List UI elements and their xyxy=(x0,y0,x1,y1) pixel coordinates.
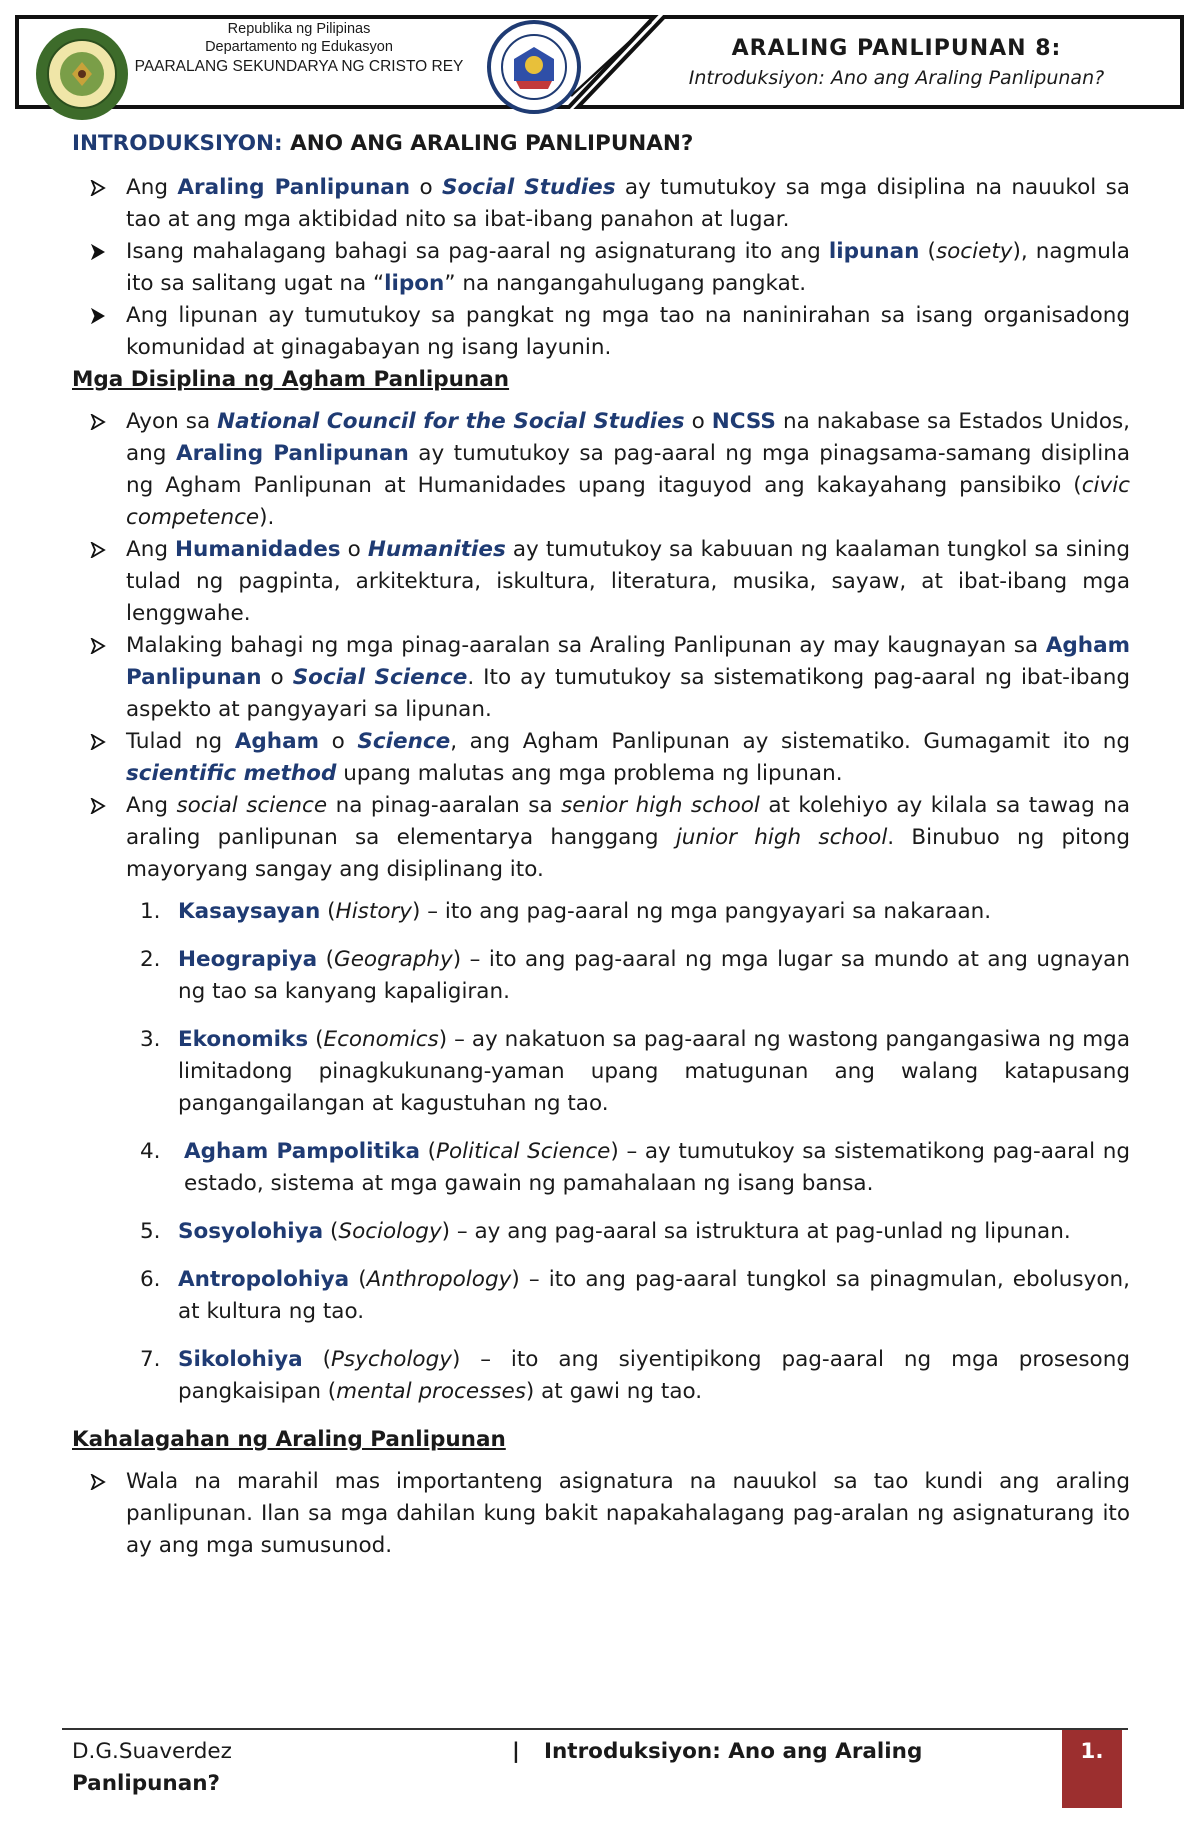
arrow-bullet-icon xyxy=(87,406,109,440)
government-text xyxy=(104,20,494,77)
intro-label: INTRODUKSIYON: xyxy=(72,131,283,156)
arrow-bullet-icon xyxy=(87,300,109,334)
sangay-list xyxy=(72,896,1130,1408)
intro-title: ANO ANG ARALING PANLIPUNAN? xyxy=(290,131,694,156)
country-text: Republika ng Pilipinas xyxy=(227,21,371,37)
footer-title-continued: Panlipunan? xyxy=(72,1771,221,1796)
list-item: Malaking bahagi ng mga pinag-aaralan sa Araling Panlipunan ay may kaugnayan sa Agham Panlipunan o Social Science. Ito ay tumutukoy sa sistematikong pag-aaral ng ibat-ibang aspekto at pangyayari sa lipunan. xyxy=(72,630,1130,726)
list-item: Tulad ng Agham o Science, ang Agham Panlipunan ay sistematiko. Gumagamit ito ng scientific method upang malutas ang mga problema ng lipunan. xyxy=(72,726,1130,790)
arrow-bullet-icon xyxy=(87,790,109,824)
arrow-bullet-icon xyxy=(87,236,109,270)
footer-separator: | xyxy=(512,1739,520,1764)
list-item: 6. Antropolohiya (Anthropology) – ito ang pag-aaral tungkol sa pinagmulan, ebolusyon, at kultura ng tao. xyxy=(140,1267,1130,1324)
list-item: 1. Kasaysayan (History) – ito ang pag-aaral ng mga pangyayari sa nakaraan. xyxy=(140,899,992,924)
list-item: Isang mahalagang bahagi sa pag-aaral ng asignaturang ito ang lipunan (society), nagmula ito sa salitang ugat na “lipon” na nangangahulugang pangkat. xyxy=(72,236,1130,300)
list-item: 4. Agham Pampolitika (Political Science) – ay tumutukoy sa sistematikong pag-aaral ng estado, sistema at mga gawain ng pamahalaan ng isang bansa. xyxy=(140,1139,1130,1196)
school-name: PAARALANG SEKUNDARYA NG CRISTO REY xyxy=(134,58,464,75)
arrow-bullet-icon xyxy=(87,726,109,760)
list-item: Ang Humanidades o Humanities ay tumutukoy sa kabuuan ng kaalaman tungkol sa sining tulad ng pagpinta, arkitektura, iskultura, literatura, musika, sayaw, at ibat-ibang mga lenggwahe. xyxy=(72,534,1130,630)
list-item: Ang social science na pinag-aaralan sa senior high school at kolehiyo ay kilala sa tawag na araling panlipunan sa elementarya hanggang junior high school. Binubuo ng pitong mayoryang sangay ang disiplinang ito. xyxy=(72,790,1130,886)
list-item: 2. Heograpiya (Geography) – ito ang pag-aaral ng mga lugar sa mundo at ang ugnayan ng tao sa kanyang kapaligiran. xyxy=(140,947,1130,1004)
disiplina-bullets xyxy=(72,406,1130,886)
footer-author: D.G.Suaverdez xyxy=(72,1739,232,1764)
list-item: Ang Araling Panlipunan o Social Studies ay tumutukoy sa mga disiplina na nauukol sa tao at ang mga aktibidad nito sa ibat-ibang panahon at lugar. xyxy=(72,172,1130,236)
document-body xyxy=(72,128,1130,1562)
disiplina-heading: Mga Disiplina ng Agham Panlipunan xyxy=(72,367,510,392)
list-item: Wala na marahil mas importanteng asignatura na nauukol sa tao kundi ang araling panlipunan. Ilan sa mga dahilan kung bakit napakahalagang pag-aralan ng asignaturang ito ay ang mga sumusunod. xyxy=(72,1466,1130,1562)
page-number: 1. xyxy=(1062,1730,1122,1808)
list-item: Ang lipunan ay tumutukoy sa pangkat ng mga tao na naninirahan sa isang organisadong komunidad at ginagabayan ng isang layunin. xyxy=(72,300,1130,364)
arrow-bullet-icon xyxy=(87,630,109,664)
list-item: 7. Sikolohiya (Psychology) – ito ang siyentipikong pag-aaral ng mga prosesong pangkaisipan (mental processes) at gawi ng tao. xyxy=(140,1347,1130,1404)
subject-title: ARALING PANLIPUNAN 8: xyxy=(731,36,1062,61)
deped-logo xyxy=(486,19,582,115)
intro-heading xyxy=(72,128,1130,160)
list-item: 5. Sosyolohiya (Sociology) – ay ang pag-aaral sa istruktura at pag-unlad ng lipunan. xyxy=(140,1219,1071,1244)
subject-subtitle: Introduksiyon: Ano ang Araling Panlipunan? xyxy=(688,67,1105,89)
arrow-bullet-icon xyxy=(87,1466,109,1500)
arrow-bullet-icon xyxy=(87,172,109,206)
footer-divider xyxy=(62,1728,1128,1730)
subject-box xyxy=(614,34,1179,92)
arrow-bullet-icon xyxy=(87,534,109,568)
kahalagahan-bullets xyxy=(72,1466,1130,1562)
list-item: 3. Ekonomiks (Economics) – ay nakatuon sa pag-aaral ng wastong pangangasiwa ng mga limitadong pinagkukunang-yaman upang matugunan ang walang katapusang pangangailangan at kagustuhan ng tao. xyxy=(140,1027,1130,1116)
list-item: Ayon sa National Council for the Social Studies o NCSS na nakabase sa Estados Unidos, ang Araling Panlipunan ay tumutukoy sa pag-aaral ng mga pinagsama-samang disiplina ng Agham Panlipunan at Humanidades upang itaguyod ang kakayahang pansibiko (civic competence). xyxy=(72,406,1130,534)
department-text: Departamento ng Edukasyon xyxy=(205,39,393,55)
kahalagahan-heading: Kahalagahan ng Araling Panlipunan xyxy=(72,1427,506,1452)
intro-bullets xyxy=(72,172,1130,364)
footer-title: Introduksiyon: Ano ang Araling xyxy=(544,1739,923,1764)
page-header xyxy=(14,14,1186,110)
